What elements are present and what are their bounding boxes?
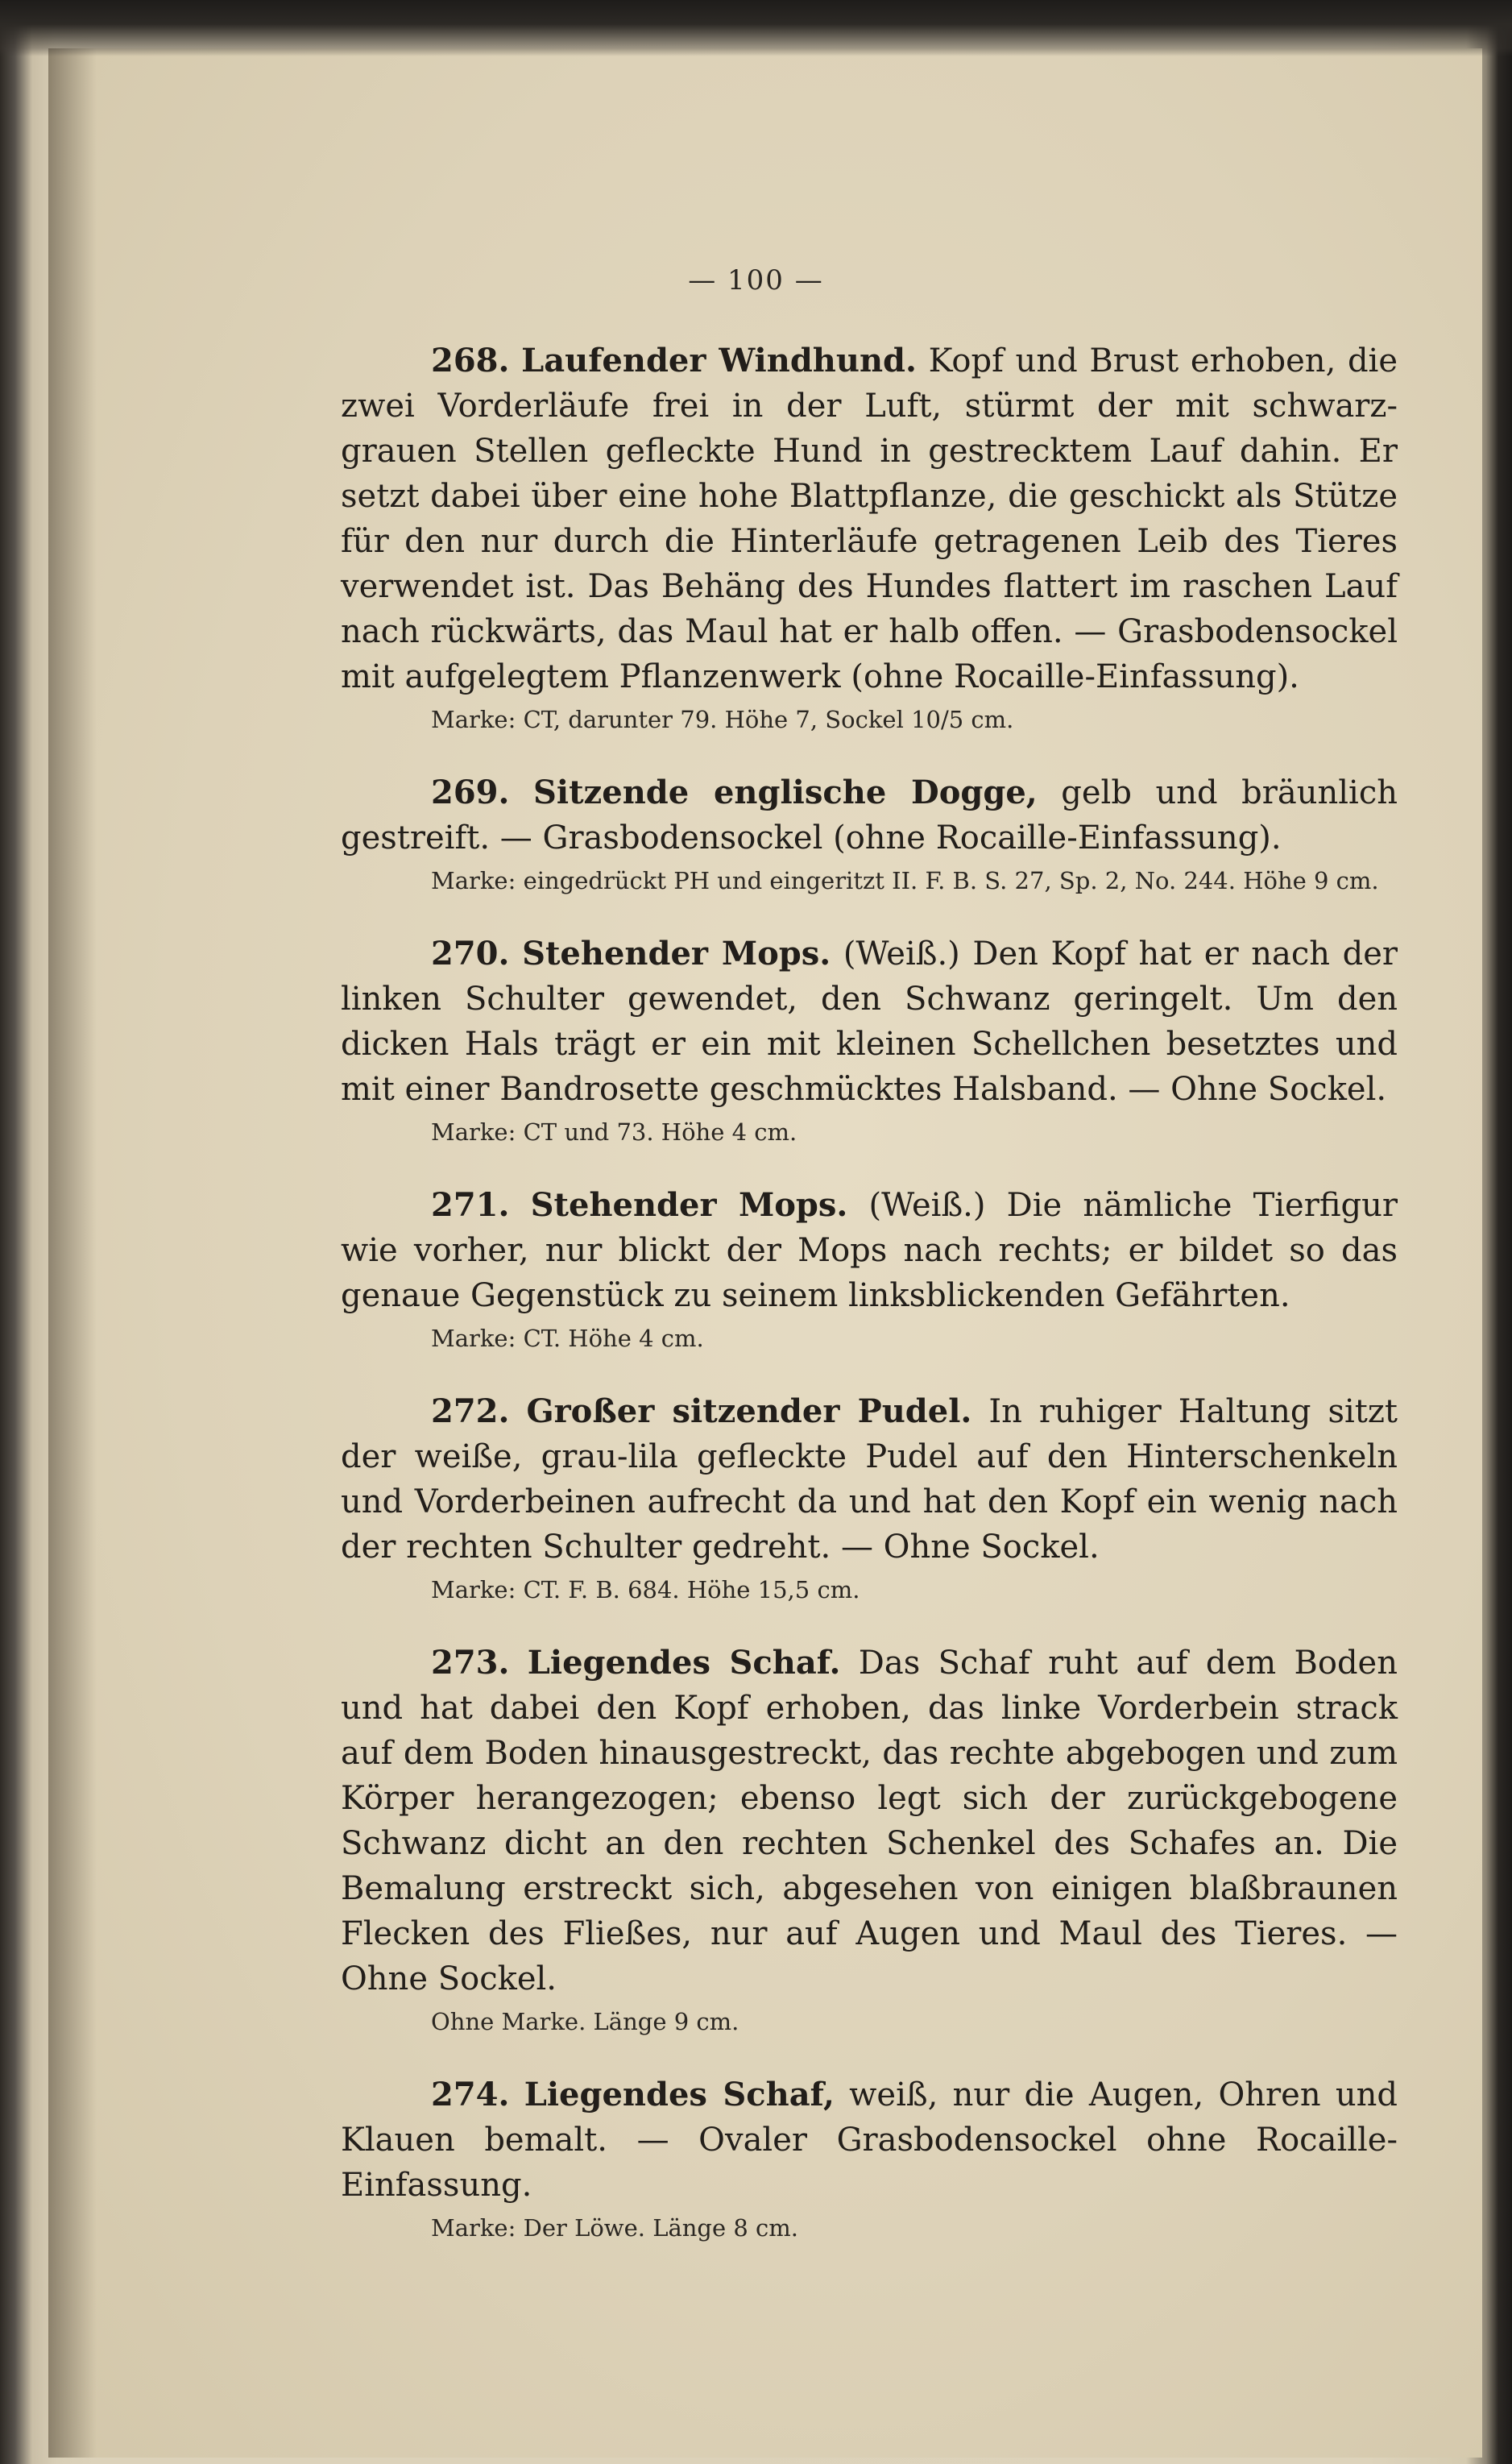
catalog-text	[341, 338, 1398, 2279]
entry-number: 268.	[431, 342, 510, 380]
entry-title: Stehender Mops.	[522, 935, 831, 973]
entry-title: Stehender Mops.	[530, 1186, 848, 1224]
entry-body: Das Schaf ruht auf dem Boden und hat dabei den Kopf erhoben, das linke Vorderbein strack auf dem Boden hinausgestreckt, das rechte abgebogen und zum Körper herangezogen; ebenso legt sich der zurückgebogene Schwanz dicht an den rechten Schenkel des Schafes an. Die Bemalung erstreckt sich, abgesehen von einigen blaßbraunen Flecken des Fließes, nur auf Augen und Maul des Tieres. — Ohne Sockel.	[341, 1645, 1398, 1997]
entry-mark: Marke: CT und 73. Höhe 4 cm.	[431, 1118, 797, 1146]
entry-mark: Marke: eingedrückt PH und eingeritzt II. F. B. S. 27, Sp. 2, No. 244. Höhe 9 cm.	[431, 867, 1379, 894]
entry-paragraph	[341, 338, 1398, 699]
entry-number: 272.	[431, 1392, 510, 1430]
entry-body: gelb und bräunlich gestreift. — Grasbodensockel (ohne Rocaille-Einfassung).	[341, 774, 1398, 857]
entry-body: In ruhiger Haltung sitzt der weiße, grau-lila gefleckte Pudel auf den Hinterschenkeln und Vorderbeinen aufrecht da und hat den Kopf ein wenig nach der rechten Schulter gedreht. — Ohne Sockel.	[341, 1393, 1398, 1566]
entry-mark: Marke: CT. F. B. 684. Höhe 15,5 cm.	[431, 1576, 860, 1603]
entry-mark: Marke: CT. Höhe 4 cm.	[431, 1325, 704, 1352]
catalog-entry-272	[341, 1389, 1398, 1607]
entry-paragraph	[341, 1641, 1398, 2001]
catalog-entry-271	[341, 1183, 1398, 1355]
entry-paragraph	[341, 931, 1398, 1112]
page-number: — 100 —	[688, 264, 824, 297]
entry-mark: Marke: CT, darunter 79. Höhe 7, Sockel 10/5 cm.	[431, 706, 1014, 733]
entry-title: Liegendes Schaf,	[524, 2076, 835, 2113]
catalog-entry-268	[341, 338, 1398, 736]
entry-mark: Marke: Der Löwe. Länge 8 cm.	[431, 2214, 798, 2242]
entry-paragraph	[341, 770, 1398, 861]
catalog-entry-269	[341, 770, 1398, 898]
entry-title: Laufender Windhund.	[521, 342, 917, 380]
entry-number: 271.	[431, 1186, 510, 1224]
entry-title: Großer sitzender Pudel.	[526, 1392, 972, 1430]
catalog-entry-270	[341, 931, 1398, 1149]
entry-paragraph	[341, 2072, 1398, 2208]
entry-number: 269.	[431, 774, 510, 811]
catalog-entry-274	[341, 2072, 1398, 2245]
top-edge-shadow	[0, 0, 1512, 56]
entry-body: weiß, nur die Augen, Ohren und Klauen bemalt. — Ovaler Grasbodensockel ohne Rocaille-Einfassung.	[341, 2076, 1398, 2204]
entry-title: Sitzende englische Dogge,	[532, 774, 1038, 811]
entry-title: Liegendes Schaf.	[527, 1644, 841, 1682]
entry-body: (Weiß.) Den Kopf hat er nach der linken Schulter gewendet, den Schwanz geringelt. Um den dicken Hals trägt er ein mit kleinen Schellchen besetztes und mit einer Bandrosette geschmücktes Halsband. — Ohne Sockel.	[341, 935, 1398, 1108]
catalog-entry-273	[341, 1641, 1398, 2039]
entry-paragraph	[341, 1389, 1398, 1570]
entry-number: 273.	[431, 1644, 510, 1682]
entry-number: 270.	[431, 935, 510, 973]
entry-body: (Weiß.) Die nämliche Tierfigur wie vorher, nur blickt der Mops nach rechts; er bildet so das genaue Gegenstück zu seinem linksblickenden Gefährten.	[341, 1187, 1398, 1314]
entry-mark: Ohne Marke. Länge 9 cm.	[431, 2008, 739, 2035]
entry-number: 274.	[431, 2076, 510, 2113]
entry-body: Kopf und Brust erhoben, die zwei Vorderläufe frei in der Luft, stürmt der mit schwarz-grauen Stellen gefleckte Hund in gestrecktem Lauf dahin. Er setzt dabei über eine hohe Blattpflanze, die geschickt als Stütze für den nur durch die Hinterläufe getragenen Leib des Tieres verwendet ist. Das Behäng des Hundes flattert im raschen Lauf nach rückwärts, das Maul hat er halb offen. — Grasbodensockel mit aufgelegtem Pflanzenwerk (ohne Rocaille-Einfassung).	[341, 342, 1398, 695]
page-gutter-shadow	[48, 48, 97, 2458]
entry-paragraph	[341, 1183, 1398, 1318]
